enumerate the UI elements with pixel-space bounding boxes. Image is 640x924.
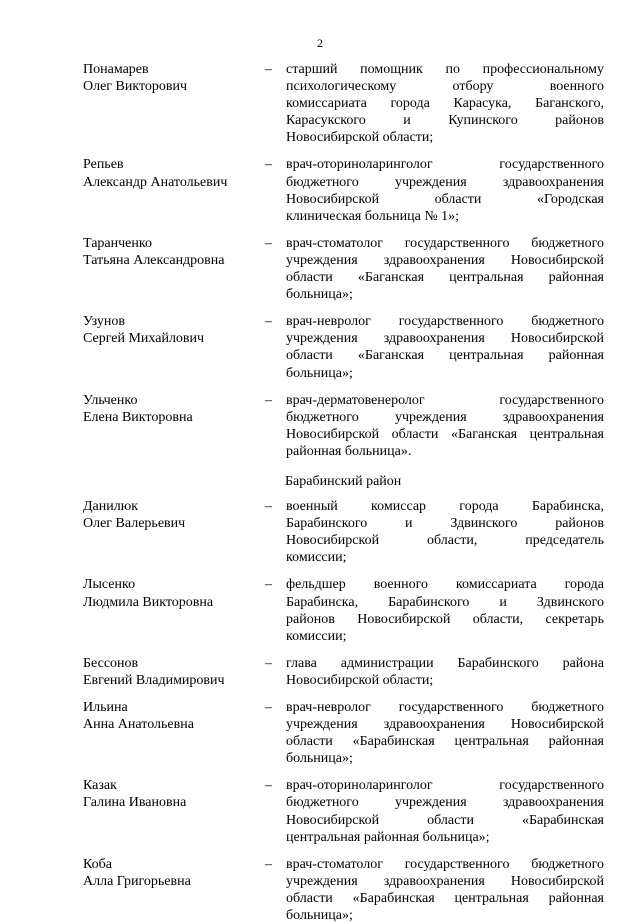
member-name [83,856,265,890]
member-name-line: Александр Анатольевич [83,174,228,190]
member-name-line: Коба [83,856,112,872]
member-position-line: врач-оториноларинголог государственного [286,157,604,173]
member-entry [83,156,604,224]
member-position-line: врач-дерматовенеролог государственного [286,392,604,408]
dash-separator: – [265,700,272,715]
member-name-line: Олег Валерьевич [83,516,186,532]
member-position-line: учреждения здравоохранения Новосибирской [286,873,604,889]
member-name-line: Алла Григорьевна [83,873,191,889]
member-position-line: врач-стоматолог государственного бюджетного [286,856,604,872]
member-name-line: Данилюк [83,499,138,515]
dash-separator: – [265,856,272,872]
member-position [286,856,604,924]
section-title: Барабинский район [285,473,402,489]
member-position-line: бюджетного учреждения здравоохранения [286,174,604,190]
member-entry [83,777,604,845]
member-position-line: Барабинска, Барабинского и Здвинского [286,594,604,610]
member-entry [83,61,604,146]
member-position-line: учреждения здравоохранения Новосибирской [286,717,604,733]
member-position-line: комиссии; [286,628,347,644]
member-name-line: Галина Ивановна [83,795,187,811]
member-position-line: врач-невролог государственного бюджетного [286,700,604,715]
member-position-line: учреждения здравоохранения Новосибирской [286,331,604,347]
member-position-line: Карасукского и Купинского районов [286,113,604,129]
member-position-line: больница»; [286,908,353,924]
member-entry [83,699,604,767]
member-position-line: области «Барабинская центральная районная [286,734,604,750]
member-name-line: Узунов [83,314,126,330]
member-position-line: районов Новосибирской области, секретарь [286,611,604,627]
dash-separator: – [265,392,272,408]
member-position [286,235,604,303]
member-position [286,498,604,566]
member-name-line: Елена Викторовна [83,409,193,425]
member-entry [83,655,604,689]
member-name [83,699,265,733]
member-position-line: Новосибирской области «Баганская центральная [286,426,604,442]
member-name-line: Репьев [83,157,124,173]
member-name [83,576,265,610]
member-position-line: Новосибирской области «Барабинская [286,812,604,828]
member-position-line: учреждения здравоохранения Новосибирской [286,252,604,268]
member-name-line: Казак [83,778,117,794]
member-position-line: области «Баганская центральная районная [286,348,604,364]
member-name [83,392,265,426]
member-name [83,61,265,95]
page-number: 2 [317,36,323,50]
member-position-line: глава администрации Барабинского района [286,655,604,671]
member-position [286,392,604,460]
member-name-line: Евгений Владимирович [83,672,225,688]
member-name-line: Ульченко [83,392,138,408]
member-position-line: бюджетного учреждения здравоохранения [286,409,604,425]
member-position-line: центральная районная больница»; [286,829,490,845]
member-position-line: Барабинского и Здвинского районов [286,516,604,532]
member-position [286,156,604,224]
member-position-line: комиссии; [286,550,347,566]
member-name [83,235,265,269]
member-name [83,313,265,347]
member-position-line: психологическому отбору военного [286,79,604,95]
member-position-line: военный комиссар города Барабинска, [286,499,604,515]
member-position-line: районная больница». [286,443,412,459]
dash-separator: – [265,235,272,251]
member-position-line: комиссариата города Карасука, Баганского, [286,96,604,112]
member-entry [83,392,604,460]
member-position-line: врач-невролог государственного бюджетного [286,314,604,330]
member-name-line: Таранченко [83,235,152,251]
member-name-line: Людмила Викторовна [83,594,214,610]
member-position [286,576,604,644]
member-position-line: области «Баганская центральная районная [286,270,604,286]
member-name [83,498,265,532]
dash-separator: – [265,499,272,515]
member-position-line: Новосибирской области; [286,672,434,688]
member-entry [83,856,604,924]
member-position-line: больница»; [286,751,353,767]
member-name-line: Олег Викторович [83,79,188,95]
member-position-line: Новосибирской области «Городская [286,191,604,207]
member-entry [83,235,604,303]
member-name-line: Татьяна Александровна [83,252,225,268]
commission-group-2 [83,498,604,924]
member-position-line: области «Барабинская центральная районная [286,890,604,906]
dash-separator: – [265,314,272,330]
dash-separator: – [265,62,272,77]
member-entry [83,576,604,644]
member-name [83,156,265,190]
member-position-line: врач-оториноларинголог государственного [286,778,604,794]
commission-group-1 [83,61,604,460]
member-position-line: Новосибирской области, председатель [286,533,604,549]
dash-separator: – [265,577,272,593]
commission-list [83,61,604,924]
dash-separator: – [265,778,272,794]
member-position-line: больница»; [286,287,353,303]
member-position [286,777,604,845]
member-name-line: Лысенко [83,577,136,593]
member-position-line: бюджетного учреждения здравоохранения [286,795,604,811]
member-position-line: клиническая больница № 1»; [286,208,460,224]
member-position-line: врач-стоматолог государственного бюджетного [286,235,604,251]
dash-separator: – [265,655,272,671]
member-name-line: Анна Анатольевна [83,717,194,733]
member-position-line: больница»; [286,365,353,381]
member-entry [83,498,604,566]
member-position [286,655,604,689]
member-name-line: Понамарев [83,62,149,77]
member-name [83,655,265,689]
member-position-line: Новосибирской области; [286,130,434,146]
member-position [286,313,604,381]
member-entry [83,313,604,381]
member-position-line: старший помощник по профессиональному [286,62,604,77]
member-position-line: фельдшер военного комиссариата города [286,577,604,593]
member-position [286,699,604,767]
member-name-line: Сергей Михайлович [83,331,205,347]
member-name-line: Бессонов [83,655,139,671]
member-name-line: Ильина [83,700,128,715]
member-position [286,61,604,146]
member-name [83,777,265,811]
dash-separator: – [265,157,272,173]
